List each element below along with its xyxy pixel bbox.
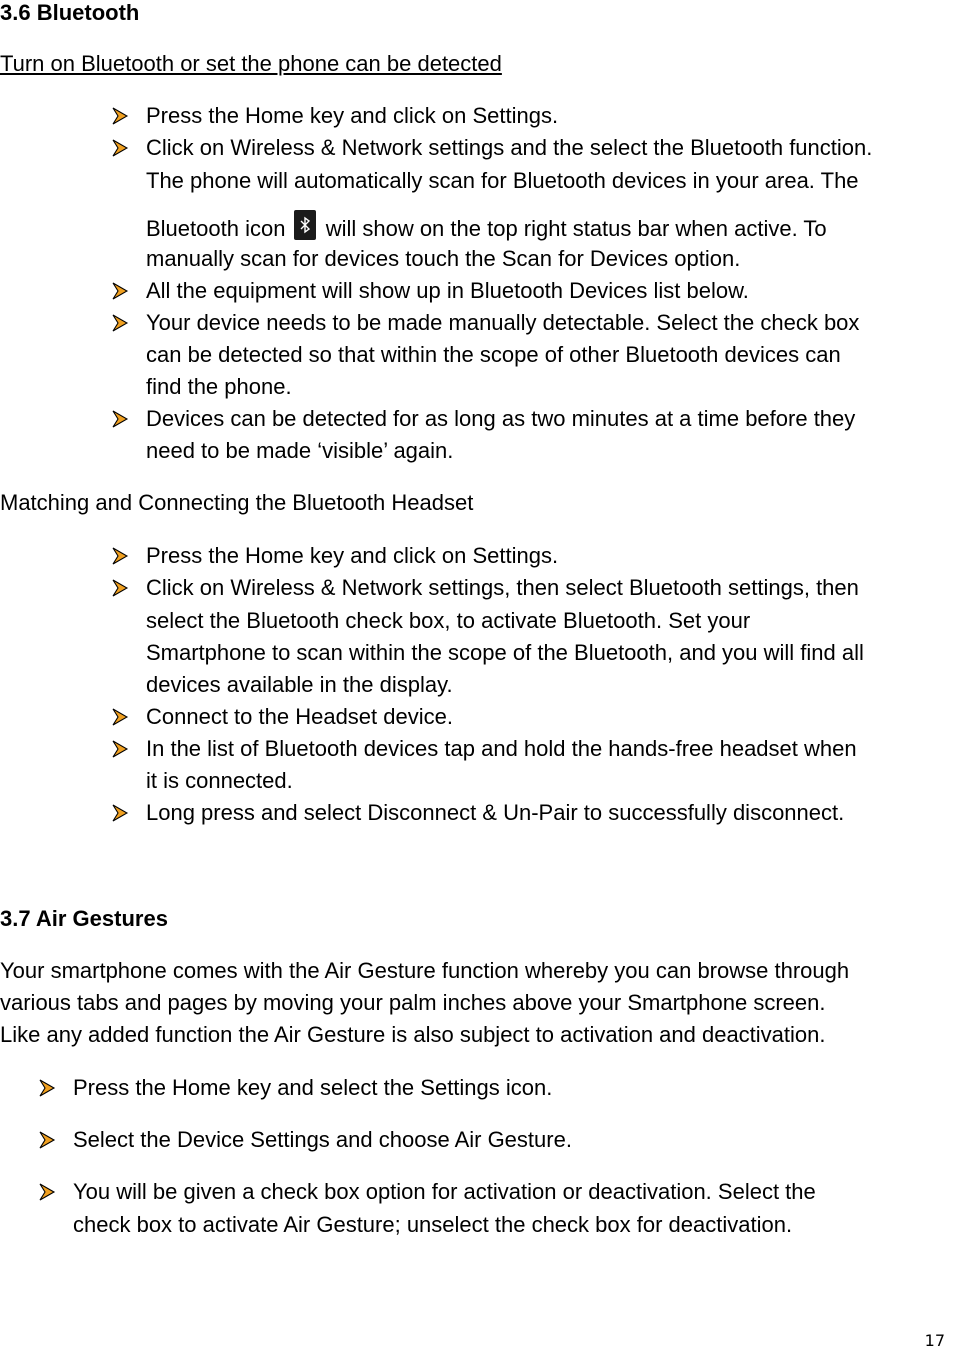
list-item-text: In the list of Bluetooth devices tap and hold the hands-free headset when — [146, 736, 857, 761]
paragraph-line: Your smartphone comes with the Air Gesture function whereby you can browse through — [0, 958, 850, 983]
subheading-matching-headset: Matching and Connecting the Bluetooth Headset — [0, 490, 474, 515]
arrow-bullet-icon — [110, 313, 130, 333]
page-number: 17 — [924, 1331, 945, 1350]
arrow-bullet-icon — [110, 546, 130, 566]
arrow-bullet-icon — [37, 1182, 57, 1202]
arrow-bullet-icon — [110, 106, 130, 126]
list-item-text: will show on the top right status bar when active. To — [325, 216, 827, 241]
arrow-bullet-icon — [37, 1078, 57, 1098]
list-item-text: Bluetooth icon — [146, 216, 286, 241]
section-heading-air-gestures: 3.7 Air Gestures — [0, 906, 168, 931]
list-item-text: Press the Home key and click on Settings. — [146, 103, 559, 128]
section-heading-bluetooth: 3.6 Bluetooth — [0, 0, 140, 25]
list-item-text: it is connected. — [146, 768, 293, 793]
subheading-turn-on-bluetooth: Turn on Bluetooth or set the phone can be detected — [0, 51, 502, 76]
list-item-text: Smartphone to scan within the scope of the Bluetooth, and you will find all — [146, 640, 864, 665]
list-item-text: Select the Device Settings and choose Air Gesture. — [73, 1127, 572, 1152]
arrow-bullet-icon — [110, 578, 130, 598]
list-item-text: You will be given a check box option for activation or deactivation. Select the — [73, 1179, 816, 1204]
list-item-text: can be detected so that within the scope of other Bluetooth devices can — [146, 342, 841, 367]
arrow-bullet-icon — [110, 409, 130, 429]
list-item-text: Devices can be detected for as long as two minutes at a time before they — [146, 406, 856, 431]
list-item-text: The phone will automatically scan for Bluetooth devices in your area. The — [146, 168, 859, 193]
bluetooth-icon — [294, 210, 316, 240]
list-item-text: Connect to the Headset device. — [146, 704, 453, 729]
list-item-text: Your device needs to be made manually detectable. Select the check box — [146, 310, 860, 335]
arrow-bullet-icon — [110, 707, 130, 727]
list-item-text: need to be made ‘visible’ again. — [146, 438, 454, 463]
list-item-text: find the phone. — [146, 374, 292, 399]
list-item-text: manually scan for devices touch the Scan for Devices option. — [146, 246, 741, 271]
arrow-bullet-icon — [37, 1130, 57, 1150]
list-item-text: All the equipment will show up in Bluetooth Devices list below. — [146, 278, 749, 303]
paragraph-line: various tabs and pages by moving your palm inches above your Smartphone screen. — [0, 990, 826, 1015]
list-item-text: check box to activate Air Gesture; unselect the check box for deactivation. — [73, 1212, 793, 1237]
list-item-text: Click on Wireless & Network settings, then select Bluetooth settings, then — [146, 575, 859, 600]
list-item-text: devices available in the display. — [146, 672, 453, 697]
list-item-text: Press the Home key and select the Settings icon. — [73, 1075, 553, 1100]
list-item-text: select the Bluetooth check box, to activate Bluetooth. Set your — [146, 608, 751, 633]
list-item-text-with-icon — [146, 210, 827, 242]
list-item-text: Click on Wireless & Network settings and the select the Bluetooth function. — [146, 135, 873, 160]
arrow-bullet-icon — [110, 803, 130, 823]
list-item-text: Press the Home key and click on Settings. — [146, 543, 559, 568]
arrow-bullet-icon — [110, 281, 130, 301]
list-item-text: Long press and select Disconnect & Un-Pair to successfully disconnect. — [146, 800, 845, 825]
arrow-bullet-icon — [110, 138, 130, 158]
paragraph-line: Like any added function the Air Gesture is also subject to activation and deactivation. — [0, 1022, 826, 1047]
arrow-bullet-icon — [110, 739, 130, 759]
